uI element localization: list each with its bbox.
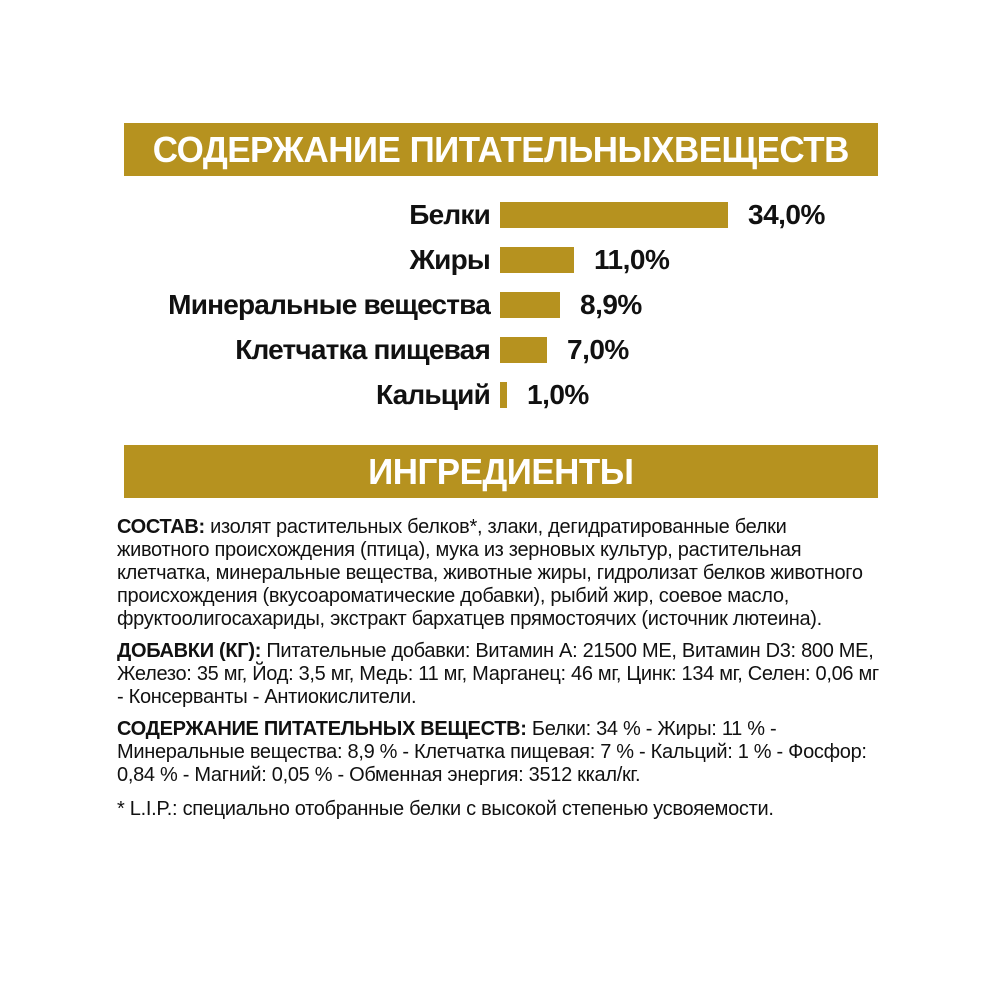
chart-bar — [500, 382, 507, 408]
analysis-lead: СОДЕРЖАНИЕ ПИТАТЕЛЬНЫХ ВЕЩЕСТВ: — [117, 718, 527, 740]
footnote: * L.I.P.: специально отобранные белки с высокой степенью усвояемости. — [117, 798, 774, 820]
chart-value-label: 7,0% — [567, 334, 629, 365]
additives-lead: ДОБАВКИ (КГ): — [117, 640, 262, 662]
chart-value-label: 34,0% — [748, 199, 825, 230]
analysis-text: Белки: 34 % - Жиры: 11 % - Минеральные вещества: 8,9 % - Клетчатка пищевая: 7 % - Кальций: 1 % - Фосфор: 0,84 % - Магний: 0,05 % - Обменная энергия: 3512 ккал/кг. — [117, 718, 867, 786]
chart-category-label: Клетчатка пищевая — [235, 334, 490, 365]
chart-row — [124, 244, 878, 275]
chart-category-label: Кальций — [375, 379, 490, 410]
chart-row — [124, 379, 878, 410]
chart-bar — [500, 247, 574, 273]
additives-text: Питательные добавки: Витамин A: 21500 ME, Витамин D3: 800 ME, Железо: 35 мг, Йод: 3,5 мг, Медь: 11 мг, Марганец: 46 мг, Цинк: 134 мг, Селен: 0,06 мг - Консерванты - Антиокислители. — [117, 640, 879, 708]
chart-bar-wrap — [500, 244, 670, 275]
chart-row — [124, 334, 878, 365]
ingredients-header-title: ИНГРЕДИЕНТЫ — [368, 450, 634, 492]
chart-bar — [500, 292, 560, 318]
chart-bar-wrap — [500, 334, 629, 365]
chart-value-label: 8,9% — [580, 289, 642, 320]
chart-category-label: Минеральные вещества — [168, 289, 490, 320]
composition-lead: СОСТАВ: — [117, 516, 205, 538]
nutrients-chart — [124, 199, 878, 427]
chart-bar — [500, 202, 728, 228]
chart-value-label: 11,0% — [594, 244, 670, 275]
chart-row — [124, 289, 878, 320]
chart-category-label: Жиры — [409, 244, 490, 275]
composition-paragraph — [117, 516, 882, 631]
chart-bar-wrap — [500, 199, 825, 230]
nutrients-header-band — [124, 123, 878, 176]
chart-bar — [500, 337, 547, 363]
additives-paragraph — [117, 640, 882, 709]
chart-category-label: Белки — [409, 199, 490, 230]
chart-value-label: 1,0% — [527, 379, 589, 410]
nutrients-header-title: СОДЕРЖАНИЕ ПИТАТЕЛЬНЫХВЕЩЕСТВ — [152, 128, 850, 170]
ingredients-header-band — [124, 445, 878, 498]
chart-bar-wrap — [500, 289, 642, 320]
chart-bar-wrap — [500, 379, 589, 410]
chart-row — [124, 199, 878, 230]
composition-text: изолят растительных белков*, злаки, дегидратированные белки животного происхождения (птица), мука из зерновых культур, растительная клетчатка, минеральные вещества, животные жиры, гидролизат белков животного происхождения (вкусоароматические добавки), рыбий жир, соевое масло, фруктоолигосахариды, экстракт бархатцев прямостоячих (источник лютеина). — [117, 516, 863, 630]
ingredients-section — [117, 516, 882, 821]
analysis-paragraph — [117, 718, 882, 787]
